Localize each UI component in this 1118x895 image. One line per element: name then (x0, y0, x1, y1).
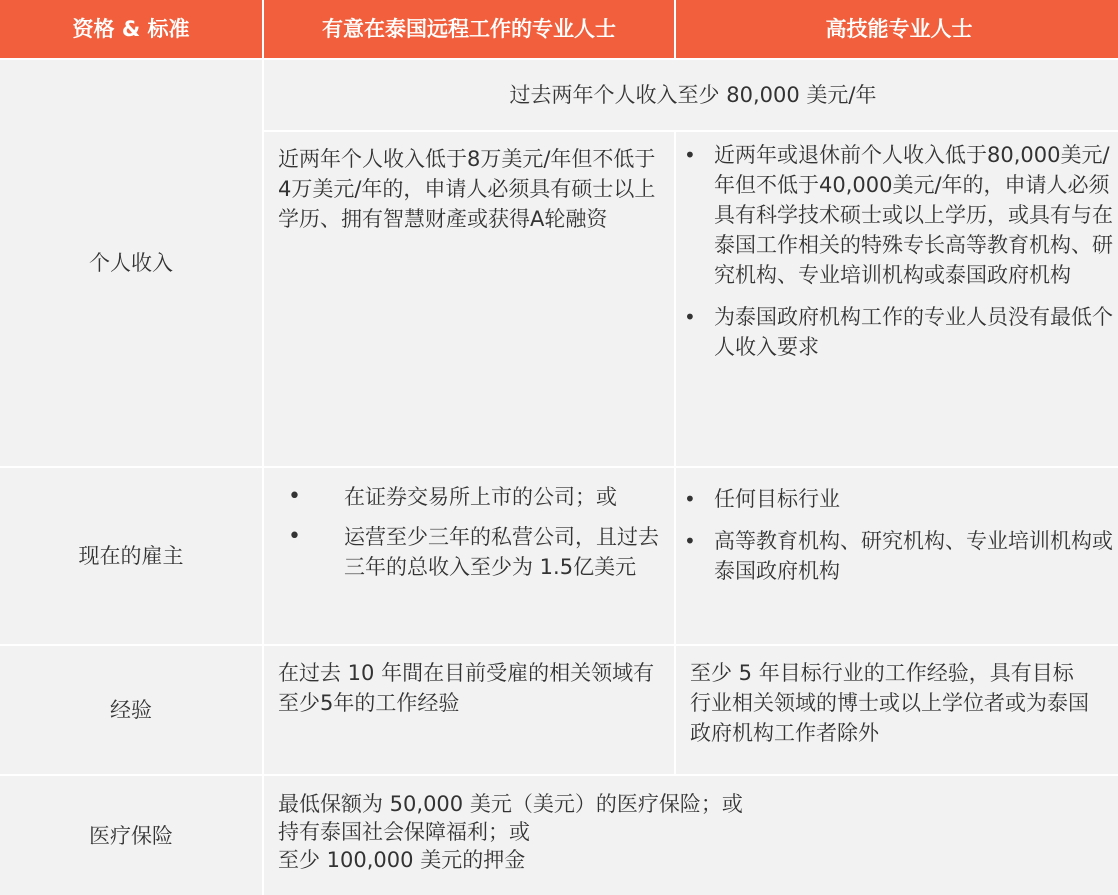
employer-remote-requirement (264, 468, 674, 644)
experience-skilled-requirement: 至少 5 年目标行业的工作经验，具有目标行业相关领域的博士或以上学位者或为泰国政府机构工作者除外 (676, 646, 1118, 774)
header-remote-professionals: 有意在泰国远程工作的专业人士 (264, 0, 674, 58)
income-skilled-requirement (676, 132, 1118, 466)
list-item: • 高等教育机构、研究机构、专业培训机构或泰国政府机构 (676, 526, 1116, 586)
row-label-income: 个人收入 (0, 60, 262, 466)
employer-skilled-requirement (676, 468, 1118, 644)
income-common-requirement: 过去两年个人收入至少 80,000 美元/年 (264, 60, 1118, 130)
list-item: • 运营至少三年的私营公司，且过去三年的总收入至少为 1.5亿美元 (288, 522, 660, 582)
employer-skilled-list (676, 484, 1116, 586)
list-item: • 为泰国政府机构工作的专业人员没有最低个人收入要求 (676, 302, 1116, 362)
income-remote-requirement: 近两年个人收入低于8万美元/年但不低于4万美元/年的，申请人必须具有硕士以上学历、拥有智慧财產或获得A轮融资 (264, 132, 674, 466)
income-skilled-list (676, 140, 1116, 362)
insurance-requirement (264, 776, 1118, 895)
insurance-line: 至少 100,000 美元的押金 (278, 848, 526, 872)
header-high-skilled-professionals: 高技能专业人士 (676, 0, 1118, 58)
header-criteria: 资格 & 标准 (0, 0, 262, 58)
list-item: • 在证券交易所上市的公司；或 (288, 482, 660, 512)
insurance-line: 最低保额为 50,000 美元（美元）的医疗保险；或 (278, 792, 743, 816)
list-item: • 近两年或退休前个人收入低于80,000美元/年但不低于40,000美元/年的，申请人必须具有科学技术硕士或以上学历，或具有与在泰国工作相关的特殊专长高等教育机构、研究机构、专业培训机构或泰国政府机构 (676, 140, 1116, 290)
experience-remote-requirement: 在过去 10 年間在目前受雇的相关领域有至少5年的工作经验 (264, 646, 674, 774)
insurance-line: 持有泰国社会保障福利；或 (278, 820, 530, 844)
list-item: • 任何目标行业 (676, 484, 1116, 514)
row-label-insurance: 医疗保险 (0, 776, 262, 895)
employer-remote-list (288, 482, 660, 582)
row-label-experience: 经验 (0, 646, 262, 774)
row-label-employer: 现在的雇主 (0, 468, 262, 644)
